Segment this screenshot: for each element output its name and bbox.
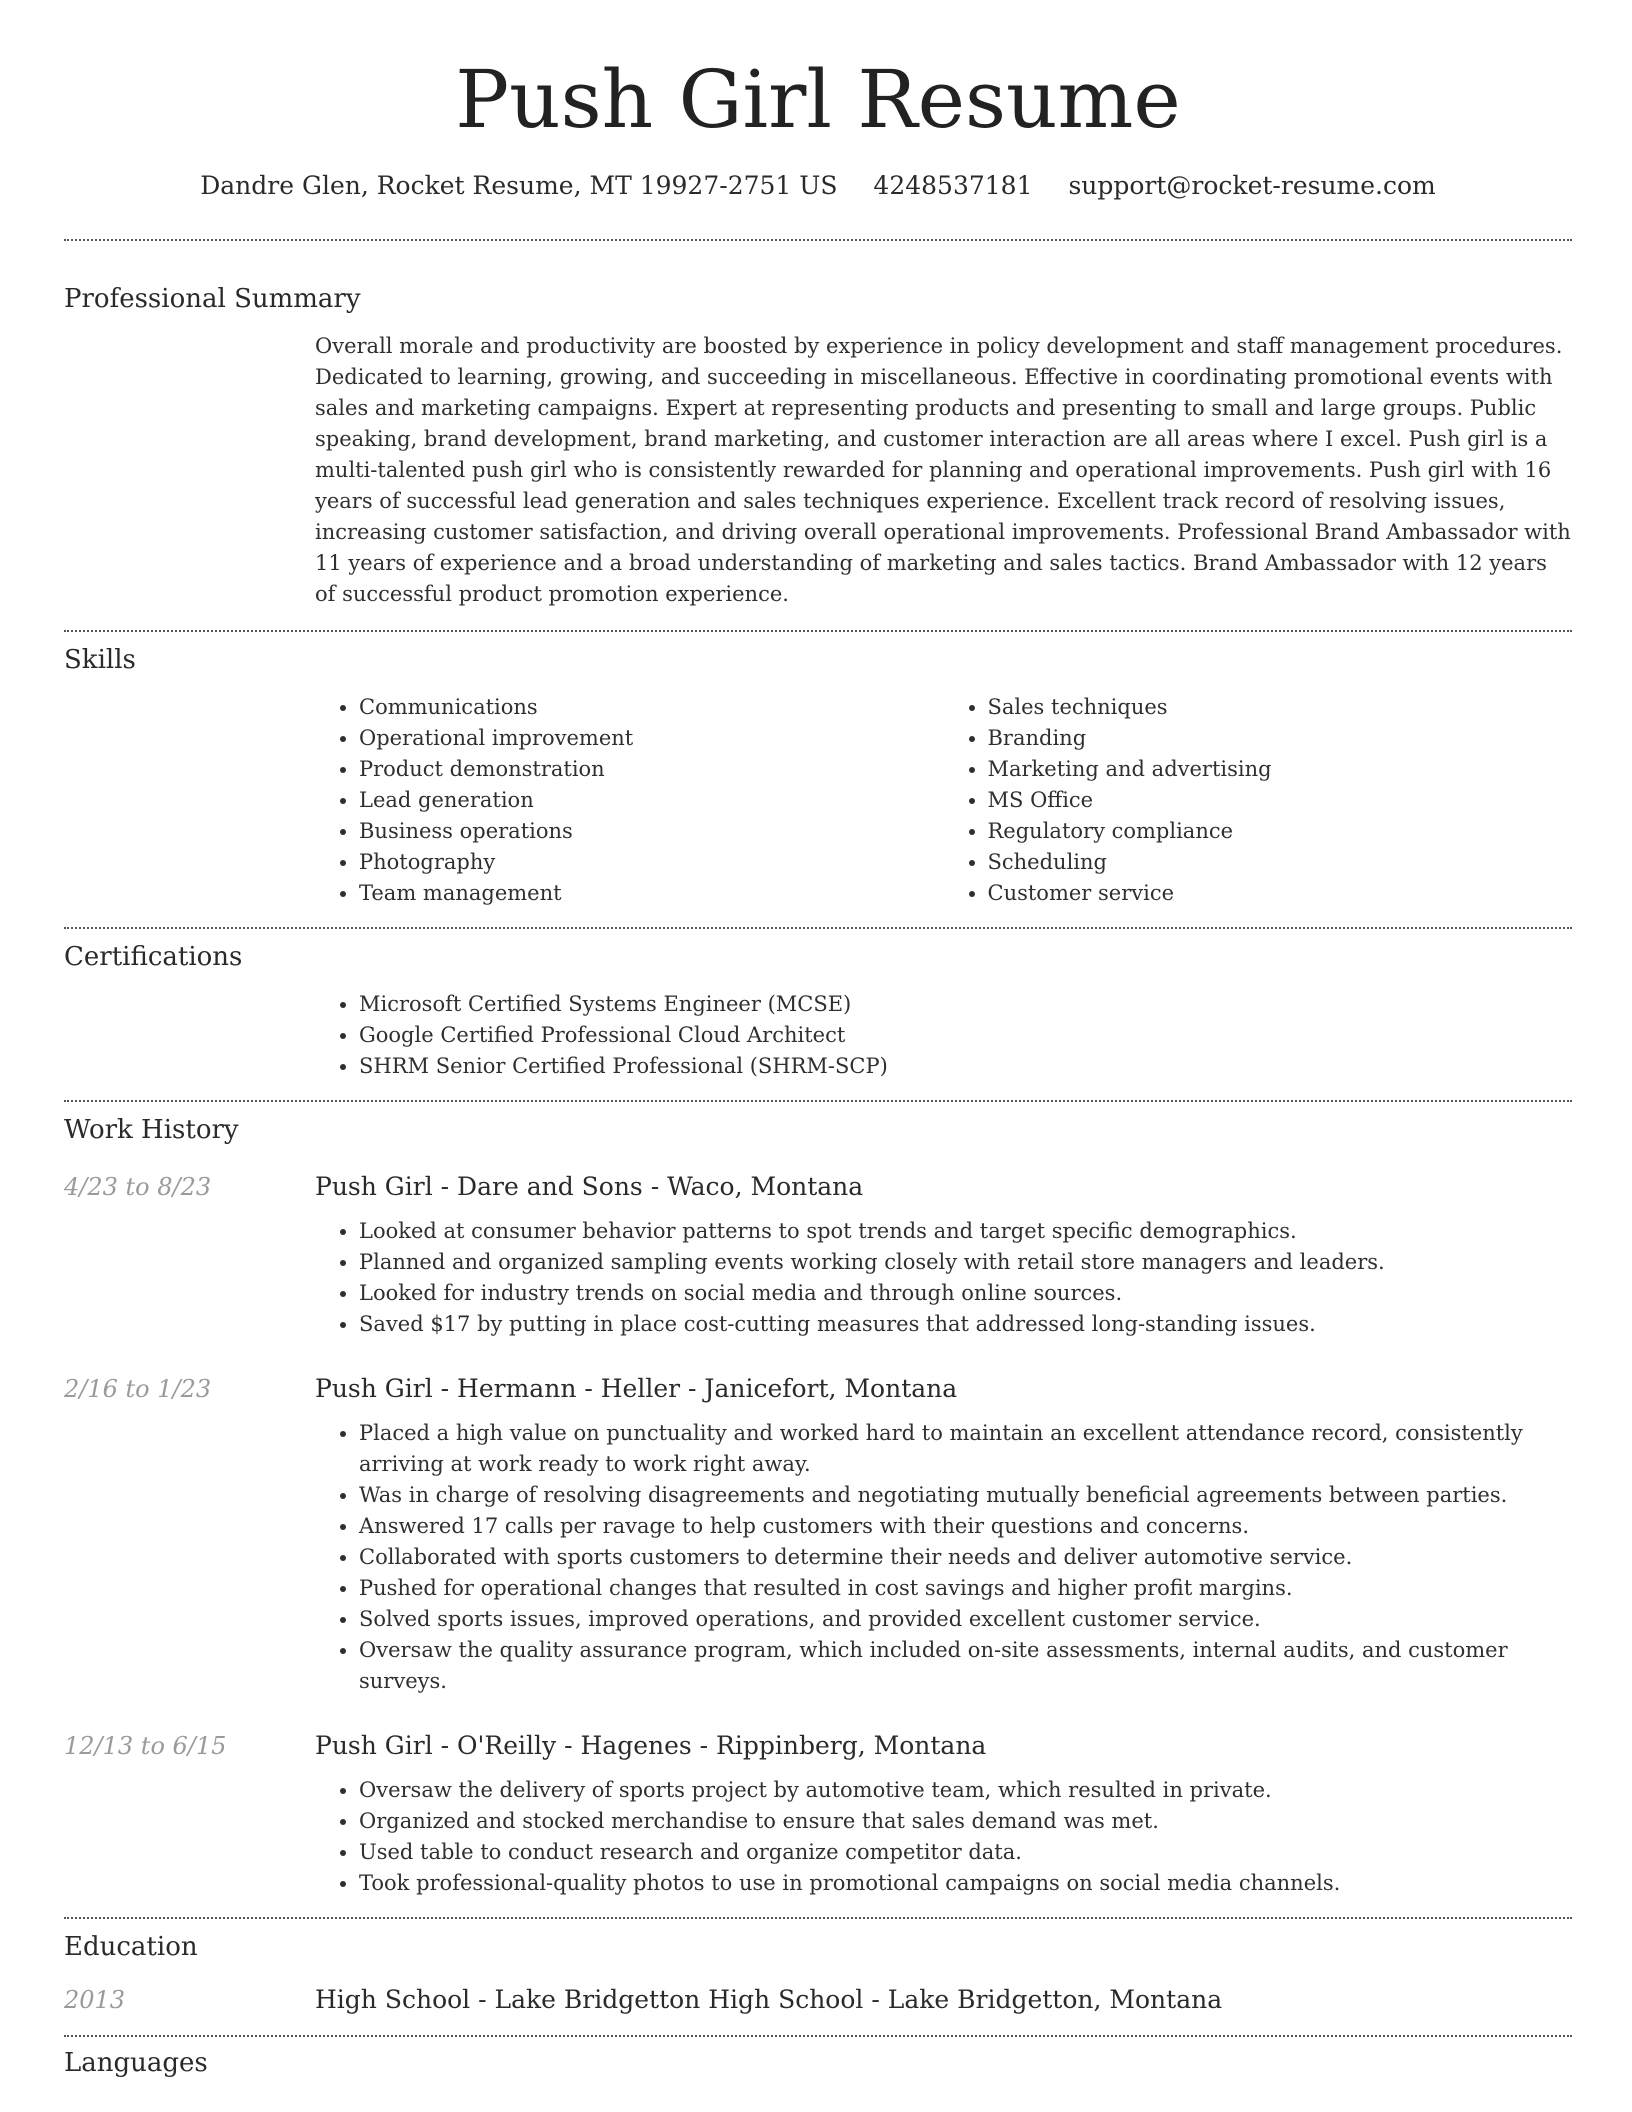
section-divider — [64, 1100, 1572, 1102]
job-header — [64, 1372, 1572, 1406]
skill-item: • Branding — [988, 723, 1573, 754]
section-title-languages: Languages — [64, 2048, 208, 2078]
education-title: High School - Lake Bridgetton High School - Lake Bridgetton, Montana — [315, 1985, 1223, 2014]
job-date: 12/13 to 6/15 — [64, 1732, 227, 1760]
contact-phone: 4248537181 — [873, 171, 1033, 200]
skill-item: • Sales techniques — [988, 692, 1573, 723]
job-bullet: • Solved sports issues, improved operations, and provided excellent customer service. — [359, 1604, 1572, 1635]
skills-list-right — [944, 692, 1573, 909]
certifications-block — [315, 989, 1572, 1082]
job-bullet: • Took professional-quality photos to use in promotional campaigns on social media channels. — [359, 1868, 1572, 1899]
skill-item: • Team management — [359, 878, 944, 909]
contact-address: Dandre Glen, Rocket Resume, MT 19927-2751 US — [200, 171, 838, 200]
skill-item: • Communications — [359, 692, 944, 723]
job-bullet: • Looked for industry trends on social media and through online sources. — [359, 1278, 1572, 1309]
certification-item: • SHRM Senior Certified Professional (SHRM-SCP) — [359, 1051, 1572, 1082]
job-bullets — [315, 1418, 1572, 1697]
skill-item: • Regulatory compliance — [988, 816, 1573, 847]
skill-item: • Operational improvement — [359, 723, 944, 754]
job-entry — [64, 1170, 1572, 1340]
job-bullet: • Saved $17 by putting in place cost-cutting measures that addressed long-standing issues. — [359, 1309, 1572, 1340]
job-bullet: • Organized and stocked merchandise to ensure that sales demand was met. — [359, 1806, 1572, 1837]
skill-item: • Marketing and advertising — [988, 754, 1573, 785]
skill-item: • Scheduling — [988, 847, 1573, 878]
skill-item: • MS Office — [988, 785, 1573, 816]
contact-line — [64, 168, 1572, 204]
job-title: Push Girl - O'Reilly - Hagenes - Rippinberg, Montana — [315, 1731, 987, 1760]
job-entry — [64, 1372, 1572, 1697]
job-bullets — [315, 1775, 1572, 1899]
job-bullet-list — [315, 1418, 1572, 1697]
job-bullet: • Placed a high value on punctuality and worked hard to maintain an excellent attendance record, consistently arriving at work ready to work right away. — [359, 1418, 1572, 1480]
education-entry — [64, 1983, 1572, 2017]
job-header — [64, 1170, 1572, 1204]
job-bullet: • Pushed for operational changes that resulted in cost savings and higher profit margins. — [359, 1573, 1572, 1604]
job-bullet: • Planned and organized sampling events working closely with retail store managers and leaders. — [359, 1247, 1572, 1278]
section-divider — [64, 2035, 1572, 2037]
skill-item: • Photography — [359, 847, 944, 878]
section-divider — [64, 1917, 1572, 1919]
job-bullet: • Used table to conduct research and organize competitor data. — [359, 1837, 1572, 1868]
job-bullet: • Answered 17 calls per ravage to help customers with their questions and concerns. — [359, 1511, 1572, 1542]
skill-item: • Product demonstration — [359, 754, 944, 785]
summary-text: Overall morale and productivity are boosted by experience in policy development and staff management procedures. Dedicated to learning, growing, and succeeding in miscellaneous. Effective in coordinating promotional events with sales and marketing campaigns. Expert at representing products and presenting to small and large groups. Public speaking, brand development, brand marketing, and customer interaction are all areas where I excel. Push girl is a multi-talented push girl who is consistently rewarded for planning and operational improvements. Push girl with 16 years of successful lead generation and sales techniques experience. Excellent track record of resolving issues, increasing customer satisfaction, and driving overall operational improvements. Professional Brand Ambassador with 11 years of experience and a broad understanding of marketing and sales tactics. Brand Ambassador with 12 years of successful product promotion experience. — [315, 334, 1571, 606]
job-entry — [64, 1729, 1572, 1899]
job-bullet-list — [315, 1216, 1572, 1340]
section-title-certifications: Certifications — [64, 942, 243, 972]
job-date: 4/23 to 8/23 — [64, 1173, 212, 1201]
job-bullets — [315, 1216, 1572, 1340]
section-divider — [64, 630, 1572, 632]
skills-columns — [315, 692, 1572, 909]
certification-item: • Google Certified Professional Cloud Architect — [359, 1020, 1572, 1051]
job-title: Push Girl - Hermann - Heller - Janicefort, Montana — [315, 1374, 958, 1403]
skill-item: • Customer service — [988, 878, 1573, 909]
certification-item: • Microsoft Certified Systems Engineer (MCSE) — [359, 989, 1572, 1020]
job-bullet: • Oversaw the delivery of sports project by automotive team, which resulted in private. — [359, 1775, 1572, 1806]
job-header — [64, 1729, 1572, 1763]
section-title-education: Education — [64, 1932, 198, 1962]
resume-title: Push Girl Resume — [455, 53, 1181, 146]
contact-email: support@rocket-resume.com — [1068, 171, 1436, 200]
section-title-work: Work History — [64, 1115, 239, 1145]
skills-list-left — [315, 692, 944, 909]
job-bullet: • Oversaw the quality assurance program, which included on-site assessments, internal audits, and customer surveys. — [359, 1635, 1572, 1697]
job-title: Push Girl - Dare and Sons - Waco, Montana — [315, 1172, 864, 1201]
resume-page — [64, 0, 1572, 2081]
section-title-summary: Professional Summary — [64, 284, 361, 314]
job-bullet: • Collaborated with sports customers to determine their needs and deliver automotive service. — [359, 1542, 1572, 1573]
skill-item: • Lead generation — [359, 785, 944, 816]
skill-item: • Business operations — [359, 816, 944, 847]
job-date: 2/16 to 1/23 — [64, 1375, 212, 1403]
section-divider — [64, 239, 1572, 241]
job-bullet-list — [315, 1775, 1572, 1899]
section-title-skills: Skills — [64, 645, 136, 675]
education-date: 2013 — [64, 1986, 126, 2014]
job-bullet: • Was in charge of resolving disagreements and negotiating mutually beneficial agreements between parties. — [359, 1480, 1572, 1511]
certifications-list — [315, 989, 1572, 1082]
job-bullet: • Looked at consumer behavior patterns to spot trends and target specific demographics. — [359, 1216, 1572, 1247]
section-divider — [64, 927, 1572, 929]
